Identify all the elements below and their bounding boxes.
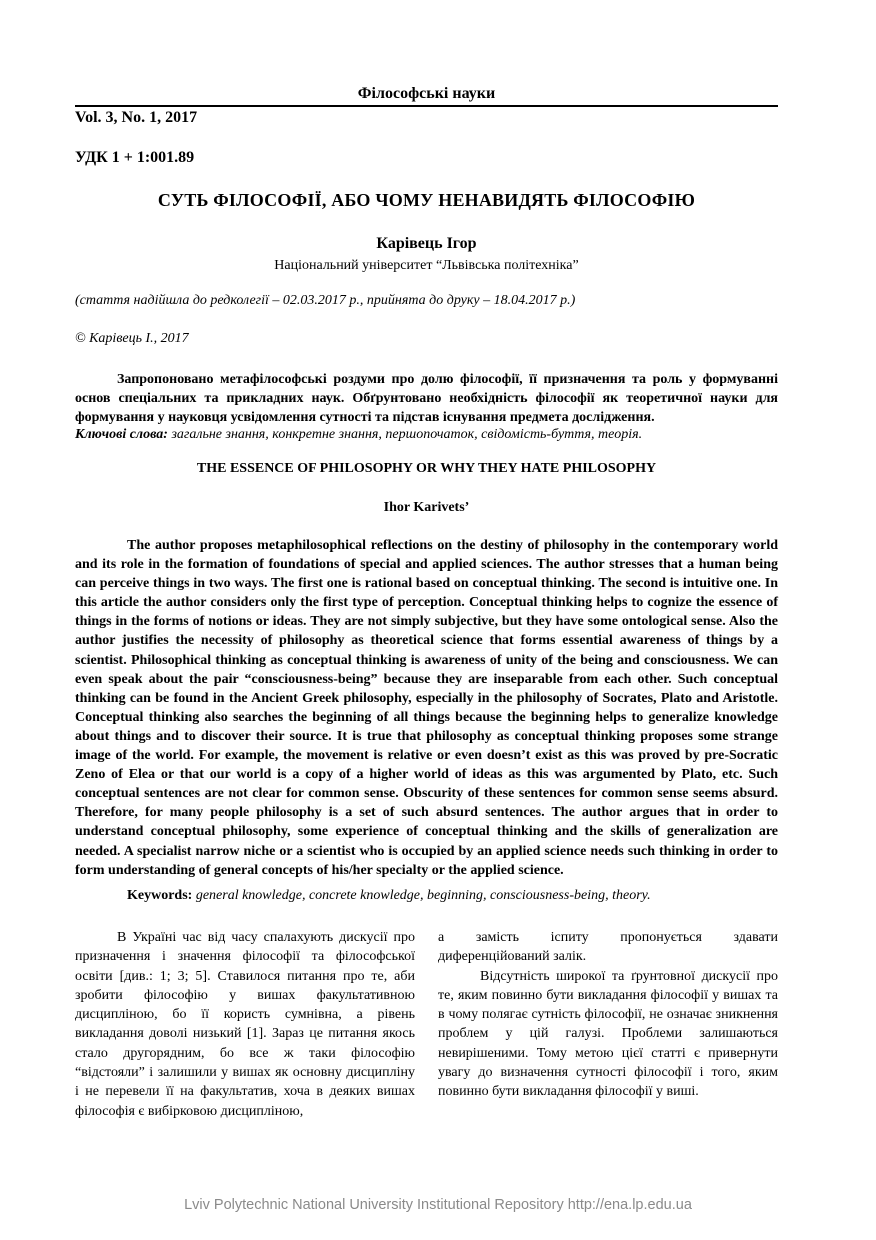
body-column-left [75, 928, 415, 1121]
volume-issue: Vol. 3, No. 1, 2017 [75, 109, 198, 126]
body-paragraph: В Україні час від часу спалахують дискусії про призначення і значення філософії та філософської освіти [див.: 1; 3; 5]. Ставилося питання про те, аби зробити філософію у вишах факультативною дисципліною, бо її користь сумнівна, а рівень викладання доволі низький [1]. Зараз це питання якось стало другорядним, бо все ж таки філософію “відстояли” і залишили у вишах як основну дисципліну і не перевели її на факультатив, хоча в деяких вишах філософія є вибірковою дисципліною, [75, 930, 415, 1119]
keywords-text-en: general knowledge, concrete knowledge, beginning, consciousness-being, theory. [195, 888, 651, 903]
author-name-en: Ihor Karivets’ [383, 500, 470, 515]
repository-footer: Lviv Polytechnic National University Institutional Repository http://ena.lp.edu.ua [184, 1197, 692, 1213]
udc-code: УДК 1 + 1:001.89 [75, 149, 195, 166]
author-name-ua: Карівець Ігор [376, 235, 477, 252]
keywords-ua [75, 425, 778, 444]
keywords-label-ua: Ключові слова: [75, 427, 168, 442]
keywords-text-ua: загальне знання, конкретне знання, першопочаток, свідомість-буття, теорія. [171, 427, 643, 442]
body-paragraph-continued: а замість іспиту пропонується здавати диференційований залік. [438, 930, 778, 965]
author-affiliation: Національний університет “Львівська політехніка” [274, 258, 579, 273]
running-head: Філософські науки [75, 84, 778, 107]
keywords-en [75, 888, 778, 904]
article-title-en: THE ESSENCE OF PHILOSOPHY OR WHY THEY HATE PHILOSOPHY [196, 461, 657, 476]
abstract-en: The author proposes metaphilosophical reflections on the destiny of philosophy in the contemporary world and its role in the formation of foundations of special and applied sciences. The author stresses that a human being can perceive things in two ways. The first one is rational based on conceptual thinking. The second is intuitive one. In this article the author considers only the first type of perception. Conceptual thinking helps to cognize the essence of things in the forms of notions or ideas. They are not simply subjective, but they have some ontological sense. Also the author justifies the necessity of philosophy as theoretical science that forms essential awareness of things by a scientist. Philosophical thinking as conceptual thinking is awareness of unity of the being and consciousness. We can even speak about the pair “consciousness-being” because they are inseparable from each other. Such conceptual thinking can be found in the Ancient Greek philosophy, especially in the philosophy of Socrates, Plato and Aristotle. Conceptual thinking also searches the beginning of all things because the beginning helps to generalize knowledge about things and to discover their source. It is true that philosophy as conceptual thinking proposes some strange image of the world. For example, the movement is relative or even doesn’t exist as this was proved by pre-Socratic Zeno of Elea or that our world is a copy of a higher world of ideas as this was argumented by Plato, etc. Such conceptual sentences are not clear for common sense. Obscurity of these sentences for common sense seems absurd. Therefore, for many people philosophy is a set of such absurd sentences. The author argues that in order to understand conceptual philosophy, some experience of conceptual thinking and the skills of generalization are needed. A specialist narrow niche or a scientist who is occupied by an applied science needs such thinking in order to form understanding of general concepts of his/her specialty or the applied science. [75, 538, 778, 878]
received-dates: (стаття надійшла до редколегії – 02.03.2017 р., прийнята до друку – 18.04.2017 р.) [75, 293, 576, 308]
keywords-label-en: Keywords: [127, 888, 193, 903]
abstract-ua: Запропоновано метафілософські роздуми про долю філософії, її призначення та роль у формуванні основ спеціальних та прикладних наук. Обґрунтовано необхідність філософії як теоретичної науки для формування у науковця усвідомлення сутності та підстав існування предмета дослідження. [75, 372, 778, 425]
body-column-right [438, 928, 778, 1102]
copyright-notice: © Карівець І., 2017 [75, 331, 189, 346]
article-title-ua: СУТЬ ФІЛОСОФІЇ, АБО ЧОМУ НЕНАВИДЯТЬ ФІЛОСОФІЮ [157, 190, 696, 210]
body-paragraph: Відсутність широкої та ґрунтовної дискусії про те, яким повинно бути викладання філософії у вишах та в чому полягає сутність філософії, не означає зникнення проблем у цій галузі. Проблеми залишаються невирішеними. Тому метою цієї статті є привернути увагу до визначення сутності філософії і того, яким повинно бути викладання філософії у виші. [438, 968, 778, 1100]
